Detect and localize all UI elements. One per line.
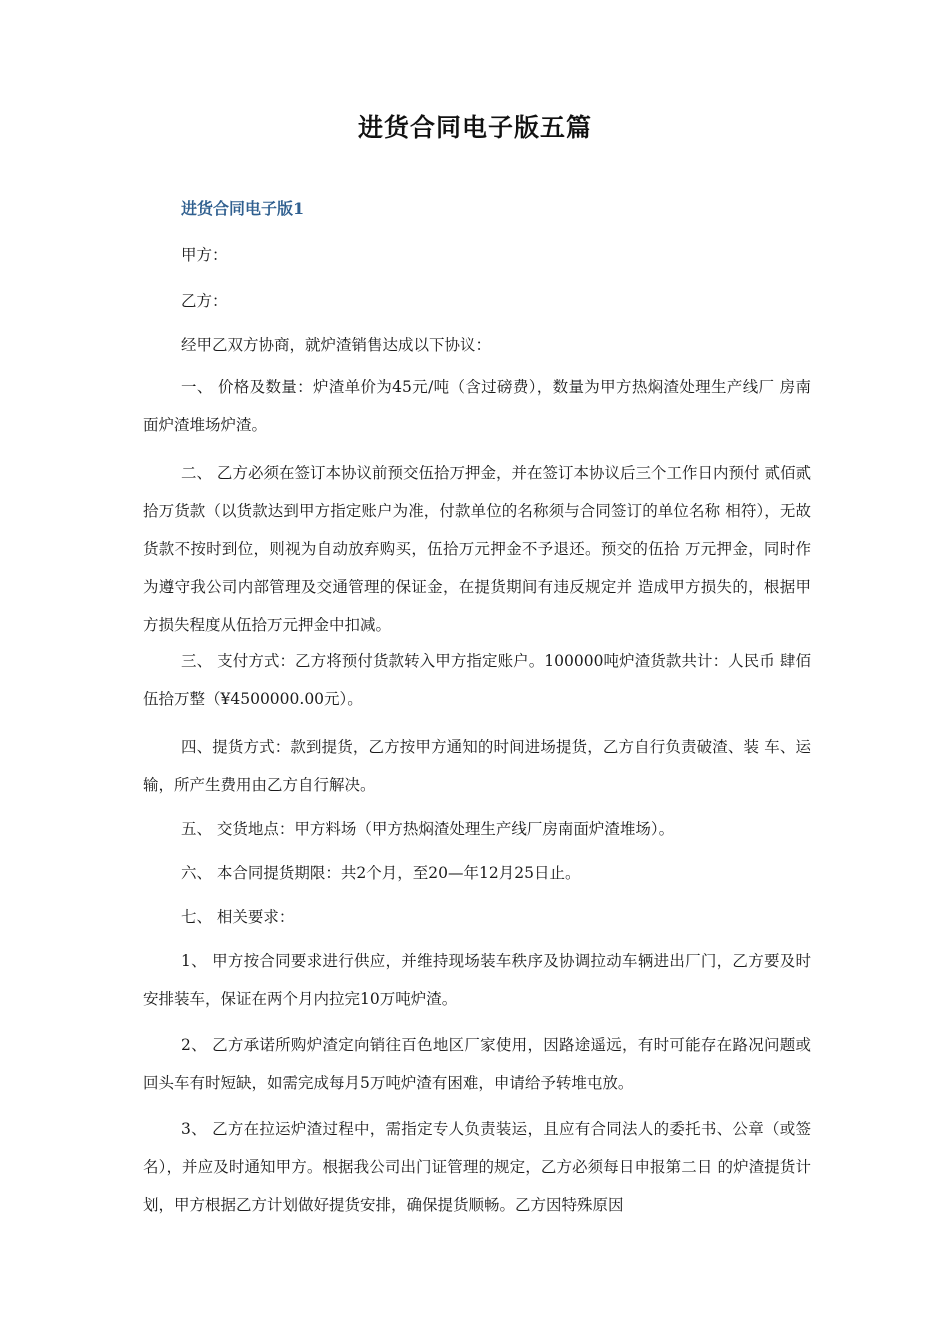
section-heading: 进货合同电子版1 — [181, 199, 305, 218]
clause-requirements: 七、 相关要求： — [181, 908, 295, 926]
requirement-item-1: 1、 甲方按合同要求进行供应，并维持现场装车秩序及协调拉动车辆进出厂门，乙方要及时安排装车，保证在两个月内拉完10万吨炉渣。 — [143, 952, 811, 1008]
clause-pickup-period: 六、 本合同提货期限：共2个月，至20—年12月25日止。 — [181, 864, 581, 882]
requirement-item-2: 2、 乙方承诺所购炉渣定向销往百色地区厂家使用，因路途遥远，有时可能存在路况问题或回头车有时短缺，如需完成每月5万吨炉渣有困难，申请给予转堆屯放。 — [143, 1036, 811, 1092]
agreement-intro: 经甲乙双方协商，就炉渣销售达成以下协议： — [181, 336, 492, 354]
clause-delivery-location: 五、 交货地点：甲方料场（甲方热焖渣处理生产线厂房南面炉渣堆场）。 — [181, 820, 675, 838]
document-title: 进货合同电子版五篇 — [357, 113, 592, 142]
clause-pickup-method: 四、提货方式：款到提货，乙方按甲方通知的时间进场提货，乙方自行负责破渣、装 车、运输，所产生费用由乙方自行解决。 — [143, 738, 811, 794]
party-a-line: 甲方： — [181, 246, 228, 264]
party-b-line: 乙方： — [181, 292, 228, 310]
requirement-item-3: 3、 乙方在拉运炉渣过程中，需指定专人负责装运，且应有合同法人的委托书、公章（或签名），并应及时通知甲方。根据我公司出门证管理的规定，乙方必须每日申报第二日 的炉渣提货计划，甲方根据乙方计划做好提货安排，确保提货顺畅。乙方因特殊原因 — [143, 1120, 811, 1214]
clause-deposit: 二、 乙方必须在签订本协议前预交伍拾万押金，并在签订本协议后三个工作日内预付 贰佰贰拾万货款（以货款达到甲方指定账户为准，付款单位的名称须与合同签订的单位名称 相符），无故货款不按时到位，则视为自动放弃购买，伍拾万元押金不予退还。预交的伍拾 万元押金，同时作为遵守我公司内部管理及交通管理的保证金，在提货期间有违反规定并 造成甲方损失的，根据甲方损失程度从伍拾万元押金中扣减。 — [143, 464, 811, 634]
clause-payment-method: 三、 支付方式：乙方将预付货款转入甲方指定账户。100000吨炉渣货款共计：人民币 肆佰伍拾万整（¥4500000.00元）。 — [143, 652, 811, 708]
clause-price-quantity: 一、 价格及数量：炉渣单价为45元/吨（含过磅费），数量为甲方热焖渣处理生产线厂 房南面炉渣堆场炉渣。 — [143, 378, 811, 434]
